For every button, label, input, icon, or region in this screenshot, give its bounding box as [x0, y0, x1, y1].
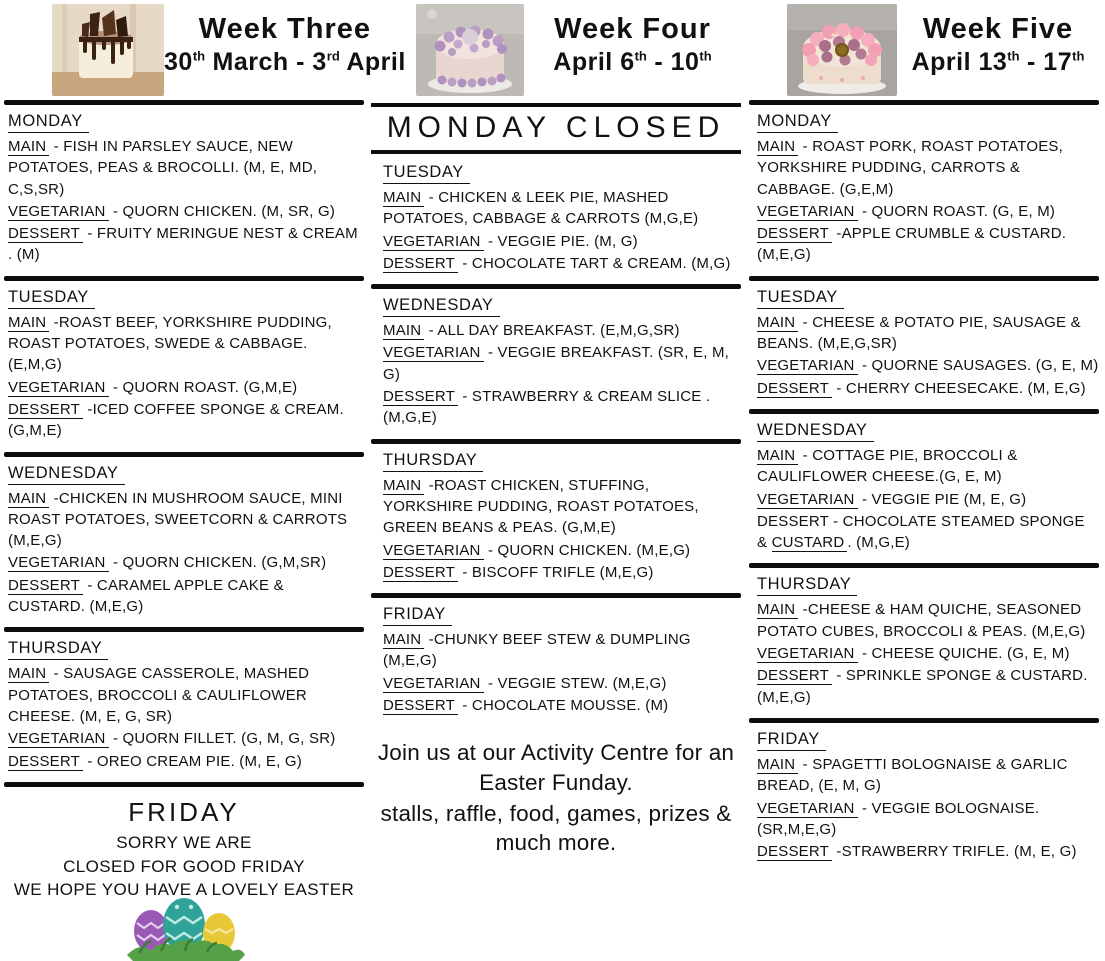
- menu-line: [757, 798, 1099, 841]
- course-label: VEGETARIAN: [8, 730, 109, 748]
- separator: -: [457, 563, 472, 581]
- course-label: VEGETARIAN: [383, 675, 484, 693]
- menu-line: [8, 201, 364, 222]
- menu-line: [757, 312, 1099, 355]
- separator: -: [49, 489, 59, 507]
- menu-line: [8, 399, 364, 442]
- day-section-monday: [4, 105, 364, 276]
- day-name-text: TUESDAY: [757, 288, 844, 309]
- dish-text: CHOCOLATE MOUSSE. (M): [471, 697, 669, 715]
- day-name-text: WEDNESDAY: [757, 421, 874, 442]
- day-name: [757, 288, 1099, 309]
- week-four-column: [367, 0, 745, 856]
- day-name-text: WEDNESDAY: [383, 296, 500, 317]
- dish-text: CHOCOLATE TART & CREAM. (M,G): [471, 254, 731, 272]
- menu-line: [8, 377, 364, 398]
- day-name-text: TUESDAY: [8, 288, 95, 309]
- menu-line: [757, 223, 1099, 266]
- separator: -: [831, 225, 842, 243]
- course-label: DESSERT: [8, 577, 83, 595]
- day-section-wednesday: [749, 414, 1099, 563]
- menu-line: [757, 665, 1099, 708]
- dish-text: STRAWBERRY & CREAM SLICE . (M,G,E): [383, 388, 711, 427]
- separator: -: [798, 313, 813, 331]
- week-title: Week Four: [554, 13, 711, 45]
- dish-text: QUORN ROAST. (G, E, M): [871, 202, 1056, 220]
- dish-text: FRUITY MERINGUE NEST & CREAM . (M): [8, 225, 358, 264]
- separator: -: [798, 601, 808, 619]
- dish-text: OREO CREAM PIE. (M, E, G): [96, 752, 302, 770]
- menu-line: [383, 231, 739, 252]
- menu-line: [383, 253, 739, 274]
- dish-text: SPAGETTI BOLOGNAISE & GARLIC BREAD, (E, M, G): [757, 755, 1068, 795]
- separator: -: [424, 322, 438, 340]
- monday-closed-banner: MONDAY CLOSED: [371, 103, 741, 154]
- dish-text: CHEESE & HAM QUICHE, SEASONED POTATO CUBES, BROCCOLI & PEAS. (M,E,G): [757, 601, 1086, 640]
- course-label: DESSERT: [8, 225, 83, 243]
- day-section-thursday: [371, 444, 741, 593]
- menu-line: [383, 562, 739, 583]
- course-label: MAIN: [383, 189, 424, 207]
- day-name: [8, 639, 364, 660]
- week-three-days: [4, 105, 364, 787]
- dish-text: CHOCOLATE STEAMED SPONGE &: [757, 512, 1085, 552]
- dish-text: QUORN ROAST. (G,M,E): [122, 378, 298, 396]
- dish-text: QUORNE SAUSAGES. (G, E, M): [871, 357, 1099, 375]
- dish-text: STRAWBERRY TRIFLE. (M, E, G): [841, 843, 1077, 861]
- closed-title: FRIDAY: [128, 796, 240, 827]
- dish-text: CHEESE & POTATO PIE, SAUSAGE & BEANS. (M,E,G,SR): [757, 313, 1081, 353]
- dish-text-after: . (M,G,E): [847, 534, 911, 552]
- separator: -: [857, 645, 872, 663]
- day-name-text: MONDAY: [757, 112, 838, 133]
- separator: -: [49, 138, 64, 155]
- menu-line: [757, 511, 1099, 554]
- dish-text: ICED COFFEE SPONGE & CREAM. (G,M,E): [8, 400, 344, 440]
- course-label: DESSERT: [383, 564, 458, 582]
- day-name-text: THURSDAY: [8, 639, 108, 660]
- separator: -: [483, 541, 498, 559]
- menu-line: [383, 342, 739, 385]
- chocolate-drip-cake-photo: [52, 4, 164, 96]
- dish-text: ALL DAY BREAKFAST. (E,M,G,SR): [437, 322, 680, 340]
- course-label: VEGETARIAN: [383, 542, 484, 560]
- dish-text: CHICKEN IN MUSHROOM SAUCE, MINI ROAST POTATOES, SWEETCORN & CARROTS (M,E,G): [8, 489, 348, 550]
- week-title: Week Five: [922, 13, 1074, 45]
- course-label: MAIN: [383, 477, 424, 495]
- course-label: MAIN: [757, 314, 798, 332]
- separator: -: [108, 378, 123, 396]
- course-label: MAIN: [383, 631, 424, 649]
- week-three-column: [0, 0, 406, 900]
- menu-line: [383, 187, 739, 230]
- course-label: MAIN: [8, 665, 49, 683]
- course-label: VEGETARIAN: [383, 233, 484, 251]
- course-label: VEGETARIAN: [757, 491, 858, 509]
- course-label: DESSERT: [757, 843, 832, 861]
- separator: -: [483, 232, 498, 250]
- day-name-text: FRIDAY: [383, 605, 452, 626]
- dish-text: VEGGIE BREAKFAST. (SR, E, M, G): [383, 344, 730, 383]
- day-name-text: THURSDAY: [383, 451, 483, 472]
- course-label: MAIN: [757, 601, 798, 619]
- lilac-rosette-cake-photo: [416, 4, 524, 96]
- course-label: MAIN: [757, 138, 798, 156]
- separator: -: [857, 357, 872, 375]
- separator: -: [424, 189, 439, 206]
- separator: -: [457, 254, 472, 272]
- closed-line: WE HOPE YOU HAVE A LOVELY EASTER: [13, 880, 355, 900]
- week-title: Week Three: [198, 13, 372, 45]
- separator: -: [483, 344, 498, 362]
- course-label: DESSERT: [8, 401, 83, 419]
- menu-line: [757, 754, 1099, 797]
- separator: -: [82, 400, 93, 418]
- dish-text: BISCOFF TRIFLE (M,E,G): [471, 563, 654, 581]
- dish-text: SPRINKLE SPONGE & CUSTARD. (M,E,G): [757, 667, 1088, 706]
- day-name: [383, 163, 739, 184]
- day-section-friday: [371, 598, 741, 726]
- day-name: [8, 288, 364, 309]
- week-four-days: [371, 156, 741, 726]
- friday-closed-notice: [4, 787, 364, 961]
- separator: -: [424, 476, 434, 494]
- course-label: MAIN: [757, 447, 798, 465]
- funday-line: stalls, raffle, food, games, prizes & much more.: [380, 800, 732, 856]
- separator: -: [857, 490, 872, 508]
- dish-text: ROAST PORK, ROAST POTATOES, YORKSHIRE PUDDING, CARROTS & CABBAGE. (G,E,M): [757, 138, 1063, 198]
- dish-text: SAUSAGE CASSEROLE, MASHED POTATOES, BROCCOLI & CAULIFLOWER CHEESE. (M, E, G, SR): [8, 665, 310, 725]
- day-name: [757, 575, 1099, 596]
- menu-line: [383, 540, 739, 561]
- separator: -: [857, 202, 872, 220]
- menu-line: [8, 575, 364, 618]
- separator: -: [798, 138, 813, 155]
- course-label: MAIN: [8, 314, 49, 332]
- course-label: DESSERT: [757, 380, 832, 398]
- menu-line: [8, 488, 364, 552]
- menu-line: [383, 629, 739, 672]
- separator: -: [82, 576, 97, 594]
- course-label: VEGETARIAN: [8, 379, 109, 397]
- course-label: MAIN: [757, 756, 798, 774]
- course-label: DESSERT: [383, 388, 458, 406]
- course-label: DESSERT: [757, 225, 832, 243]
- dish-text: CHEESE QUICHE. (G, E, M): [871, 645, 1070, 663]
- dish-text: CHICKEN & LEEK PIE, MASHED POTATOES, CABBAGE & CARROTS (M,G,E): [383, 189, 699, 228]
- day-name: [383, 605, 739, 626]
- menu-line: [757, 378, 1099, 399]
- separator: -: [798, 755, 813, 773]
- day-name: [383, 296, 739, 317]
- separator: -: [82, 752, 97, 770]
- menu-line: [757, 489, 1099, 510]
- closed-line: SORRY WE ARE: [116, 832, 252, 852]
- dish-text: VEGGIE PIE (M, E, G): [871, 490, 1027, 508]
- dish-text: QUORN CHICKEN. (G,M,SR): [122, 554, 327, 572]
- separator: -: [424, 631, 434, 649]
- separator: -: [483, 674, 498, 692]
- menu-line: [383, 386, 739, 429]
- separator: -: [798, 446, 813, 464]
- course-label: MAIN: [8, 138, 49, 156]
- menu-line: [8, 223, 364, 266]
- dish-text: CHUNKY BEEF STEW & DUMPLING (M,E,G): [383, 631, 691, 670]
- week-five-titles: [897, 0, 1099, 78]
- dish-text: ROAST CHICKEN, STUFFING, YORKSHIRE PUDDING, ROAST POTATOES, GREEN BEANS & PEAS. (G,M,E): [383, 476, 699, 537]
- menu-line: [383, 673, 739, 694]
- day-name-text: TUESDAY: [383, 163, 470, 184]
- course-label: VEGETARIAN: [757, 203, 858, 221]
- day-name-text: FRIDAY: [757, 730, 826, 751]
- course-label: DESSERT: [383, 255, 458, 273]
- separator: -: [457, 697, 472, 715]
- week-dates: April 6th - 10th: [553, 48, 712, 77]
- menu-line: [757, 841, 1099, 862]
- course-label: VEGETARIAN: [383, 344, 484, 362]
- dish-text-underlined: CUSTARD: [772, 534, 848, 552]
- course-label: DESSERT: [757, 667, 832, 685]
- dish-text: FISH IN PARSLEY SAUCE, NEW POTATOES, PEAS & BROCOLLI. (M, E, MD, C,S,SR): [8, 138, 318, 198]
- course-label: DESSERT: [383, 697, 458, 715]
- day-section-thursday: [749, 568, 1099, 717]
- day-name: [757, 730, 1099, 751]
- menu-line: [8, 312, 364, 376]
- separator: -: [857, 799, 872, 817]
- dish-text: APPLE CRUMBLE & CUSTARD. (M,E,G): [757, 225, 1067, 264]
- menu-line: [757, 355, 1099, 376]
- week-five-header: [749, 0, 1099, 100]
- day-name-text: MONDAY: [8, 112, 89, 133]
- menu-line: [383, 695, 739, 716]
- separator: -: [831, 843, 842, 861]
- separator: -: [82, 225, 97, 243]
- dish-text: VEGGIE PIE. (M, G): [497, 232, 638, 250]
- course-label: DESSERT: [757, 512, 829, 530]
- menu-line: [757, 599, 1099, 642]
- week-three-header: [4, 0, 406, 100]
- dish-text: ROAST BEEF, YORKSHIRE PUDDING, ROAST POTATOES, SWEDE & CABBAGE. (E,M,G): [8, 313, 332, 374]
- menu-line: [757, 136, 1099, 200]
- dish-text: QUORN FILLET. (G, M, G, SR): [122, 730, 336, 748]
- course-label: DESSERT: [8, 753, 83, 771]
- easter-funday-note: [371, 738, 741, 857]
- menu-line: [757, 643, 1099, 664]
- week-dates: April 13th - 17th: [911, 48, 1085, 77]
- menu-line: [8, 663, 364, 727]
- separator: -: [108, 554, 123, 572]
- separator: -: [831, 379, 846, 397]
- separator: -: [828, 512, 843, 530]
- menu-line: [8, 751, 364, 772]
- separator: -: [49, 313, 59, 331]
- course-label: MAIN: [8, 490, 49, 508]
- day-section-thursday: [4, 632, 364, 781]
- day-name: [383, 451, 739, 472]
- menu-line: [757, 445, 1099, 488]
- dish-text: QUORN CHICKEN. (M,E,G): [497, 541, 691, 559]
- day-name-text: WEDNESDAY: [8, 464, 125, 485]
- course-label: VEGETARIAN: [757, 800, 858, 818]
- menu-line: [8, 136, 364, 200]
- separator: -: [108, 730, 123, 748]
- menu-line: [383, 475, 739, 539]
- day-section-tuesday: [371, 156, 741, 284]
- day-section-tuesday: [4, 281, 364, 452]
- day-section-tuesday: [749, 281, 1099, 409]
- course-label: VEGETARIAN: [8, 554, 109, 572]
- week-dates: 30th March - 3rd April: [164, 48, 406, 77]
- day-section-friday: [749, 723, 1099, 872]
- dish-text: QUORN CHICKEN. (M, SR, G): [122, 202, 336, 220]
- week-four-titles: [524, 0, 741, 78]
- day-name: [8, 112, 364, 133]
- course-label: VEGETARIAN: [757, 357, 858, 375]
- dish-text: CHERRY CHEESECAKE. (M, E,G): [845, 379, 1086, 397]
- funday-line: Join us at our Activity Centre for an Easter Funday.: [377, 740, 735, 795]
- course-label: VEGETARIAN: [757, 645, 858, 663]
- menu-line: [757, 201, 1099, 222]
- separator: -: [49, 665, 64, 683]
- week-four-header: [371, 0, 741, 100]
- day-name: [757, 112, 1099, 133]
- day-name: [8, 464, 364, 485]
- menu-line: [8, 552, 364, 573]
- week-five-days: [749, 105, 1099, 872]
- dish-text: COTTAGE PIE, BROCCOLI & CAULIFLOWER CHEESE.(G, E, M): [757, 446, 1018, 486]
- day-section-monday: [749, 105, 1099, 276]
- menu-line: [383, 320, 739, 341]
- menu-line: [8, 728, 364, 749]
- dish-text: CARAMEL APPLE CAKE & CUSTARD. (M,E,G): [8, 576, 284, 616]
- separator: -: [831, 667, 846, 685]
- closed-line: CLOSED FOR GOOD FRIDAY: [63, 856, 305, 876]
- separator: -: [108, 202, 123, 220]
- separator: -: [457, 388, 472, 406]
- day-name-text: THURSDAY: [757, 575, 857, 596]
- day-name: [757, 421, 1099, 442]
- day-section-wednesday: [371, 289, 741, 438]
- day-section-wednesday: [4, 457, 364, 628]
- dish-text: VEGGIE STEW. (M,E,G): [497, 674, 667, 692]
- pink-rosette-cake-photo: [787, 4, 897, 96]
- course-label: VEGETARIAN: [8, 203, 109, 221]
- week-five-column: [749, 0, 1101, 861]
- course-label: MAIN: [383, 322, 424, 340]
- dish-text: VEGGIE BOLOGNAISE. (SR,M,E,G): [757, 799, 1040, 838]
